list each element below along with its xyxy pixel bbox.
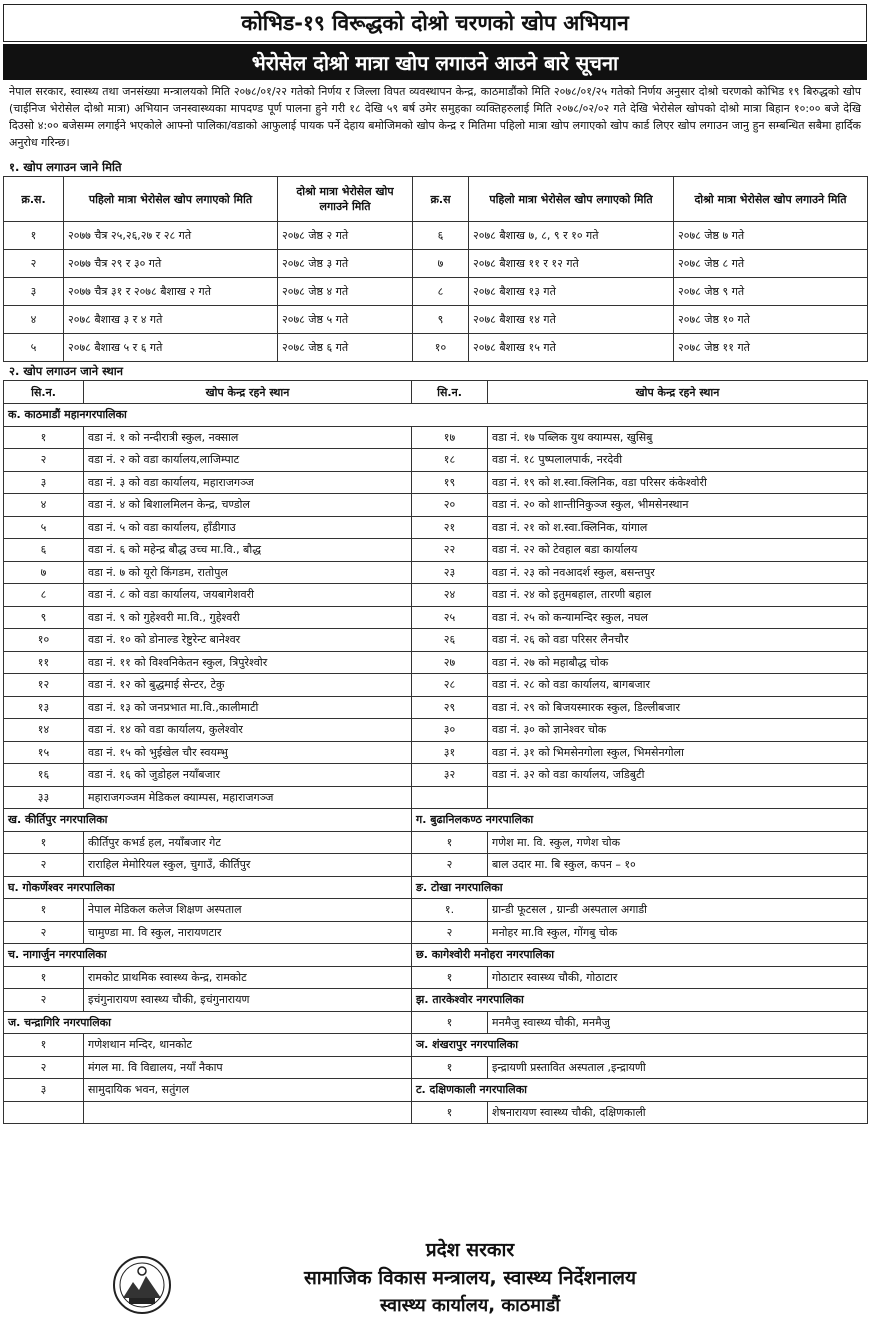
- col-sn: क्र.स: [413, 177, 469, 222]
- cell-empty: [4, 1101, 84, 1124]
- notice-page: [3, 4, 867, 1330]
- page-title: कोभिड-१९ विरूद्धको दोश्रो चरणको खोप अभियान: [3, 4, 867, 42]
- footer: [3, 1236, 867, 1330]
- footer-line-3: स्वास्थ्य कार्यालय, काठमाडौं: [380, 1295, 560, 1316]
- cell-text: कीर्तिपुर कभर्ड हल, नयाँबजार गेट: [84, 831, 412, 854]
- cell-sn: १: [412, 1011, 488, 1034]
- table-row: [4, 966, 868, 989]
- cell-text: वडा नं. १४ को वडा कार्यालय, कुलेश्वोर: [84, 719, 412, 742]
- cell-text: वडा नं. १३ को जनप्रभात मा.वि.,कालीमाटी: [84, 696, 412, 719]
- cell-text: २०७८ जेष्ठ ७ गते: [674, 222, 868, 250]
- cell-sn: १९: [412, 471, 488, 494]
- cell-sn: १: [412, 966, 488, 989]
- footer-line-2: सामाजिक विकास मन्त्रालय, स्वास्थ्य निर्देशनालय: [303, 1267, 637, 1289]
- cell-sn: १०: [413, 334, 469, 362]
- cell-sn: २: [4, 449, 84, 472]
- cell-sn: ३३: [4, 786, 84, 809]
- cell-text: २०७८ बैशाख ५ र ६ गते: [64, 334, 278, 362]
- cell-text: २०७८ जेष्ठ ६ गते: [278, 334, 413, 362]
- table-row: [4, 764, 868, 787]
- cell-text: वडा नं. ४ को बिशालमिलन केन्द्र, चण्डोल: [84, 494, 412, 517]
- cell-text: वडा नं. १६ को जुडोहल नयाँबजार: [84, 764, 412, 787]
- cell-sn: ६: [4, 539, 84, 562]
- table-row: [4, 629, 868, 652]
- cell-text: २०७८ जेष्ठ ५ गते: [278, 306, 413, 334]
- cell-location: गोठाटार स्वास्थ्य चौकी, गोठाटार: [488, 966, 868, 989]
- cell-sn: १: [4, 966, 84, 989]
- cell-sn: ३: [4, 278, 64, 306]
- group-shankharapur: ञ. शंखरापुर नगरपालिका: [412, 1034, 868, 1057]
- group-chandragiri: ज. चन्द्रागिरि नगरपालिका: [4, 1011, 412, 1034]
- cell-sn: १३: [4, 696, 84, 719]
- cell-sn: ९: [4, 606, 84, 629]
- cell-text: वडा नं. १८ पुष्पलालपार्क, नरदेवी: [488, 449, 868, 472]
- table-row: [4, 854, 868, 877]
- table-row: [4, 250, 868, 278]
- cell-sn: २८: [412, 674, 488, 697]
- cell-text: वडा नं. ८ को वडा कार्यालय, जयबागेशवरी: [84, 584, 412, 607]
- cell-text: २०७८ बैशाख १४ गते: [469, 306, 674, 334]
- cell-text: २०७८ जेष्ठ ३ गते: [278, 250, 413, 278]
- cell-sn: ८: [413, 278, 469, 306]
- cell-sn: ३०: [412, 719, 488, 742]
- cell-text: वडा नं. ३० को ज्ञानेश्वर चोक: [488, 719, 868, 742]
- cell-text: २०७८ जेष्ठ ८ गते: [674, 250, 868, 278]
- cell-sn: १: [412, 1056, 488, 1079]
- table-row: [4, 449, 868, 472]
- cell-text: वडा नं. ९ को गुहेश्वरी मा.वि., गुहेश्वरी: [84, 606, 412, 629]
- cell-sn: २९: [412, 696, 488, 719]
- table-row: [4, 989, 868, 1012]
- table-row: [4, 494, 868, 517]
- cell-sn: २: [4, 921, 84, 944]
- col-sn: सि.न.: [412, 381, 488, 404]
- cell-sn: १: [4, 222, 64, 250]
- group-row: [4, 944, 868, 967]
- table-row: [4, 539, 868, 562]
- table-row: [4, 1011, 868, 1034]
- cell-text: वडा नं. ७ को यूरो किंगडम, रातोपुल: [84, 561, 412, 584]
- cell-text: वडा नं. २३ को नवआदर्श स्कुल, बसन्तपुर: [488, 561, 868, 584]
- table-row: [4, 561, 868, 584]
- cell-text: वडा नं. ३ को वडा कार्यालय, महाराजगञ्ज: [84, 471, 412, 494]
- cell-text: चामुण्डा मा. वि स्कुल, नारायणटार: [84, 921, 412, 944]
- cell-text: वडा नं. १० को डोनाल्ड रेष्टुरेन्ट बानेश्वर: [84, 629, 412, 652]
- table-row: [4, 584, 868, 607]
- cell-text: ग्रान्डी फूटसल , ग्रान्डी अस्पताल अगाडी: [488, 899, 868, 922]
- table-row: [4, 471, 868, 494]
- table-row: [4, 516, 868, 539]
- cell-sn: २२: [412, 539, 488, 562]
- cell-text: वडा नं. २५ को कन्यामन्दिर स्कुल, नघल: [488, 606, 868, 629]
- table-row: [4, 831, 868, 854]
- cell-text: महाराजगञ्जम मेडिकल क्याम्पस, महाराजगञ्ज: [84, 786, 412, 809]
- cell-location: मनमैजु स्वास्थ्य चौकी, मनमैजु: [488, 1011, 868, 1034]
- cell-text: वडा नं. २२ को टेवहाल बडा कार्यालय: [488, 539, 868, 562]
- cell-text: वडा नं. ११ को विश्वनिकेतन स्कुल, त्रिपुरेश्वोर: [84, 651, 412, 674]
- notice-paragraph: नेपाल सरकार, स्वास्थ्य तथा जनसंख्या मन्त्रालयको मिति २०७८/०१/२२ गतेको निर्णय र जिल्ला विपत व्यवस्थापन केन्द्र, काठमाडौंको मिति २०७८/०१/२५ गतेको निर्णय अनुसार दोश्रो चरणको कोभिड १९ बिरुद्धको खोप (चाईनिज भेरोसेल दोश्रो मात्रा) अभियान जनस्वास्थ्यका मापदण्ड पूर्ण पालना हुने गरी १८ देखि ५९ बर्ष उमेर समुहका व्यक्तिहरुलाई मिति २०७८/०२/०२ गते देखि भेरोसेल खोपको दोश्रो मात्रा बिहान १०:०० बजे देखि दिउसो ४:०० बजेसम्म लगाईने भएकोले आफ्नो पालिका/वडाको आफुलाई पायक पर्ने देहाय बमोजिमको खोप केन्द्र र मितिमा पहिलो मात्रा खोप लगाएको खोप कार्ड लिएर खोप लगाउन जानु हुन सम्बन्धित सबैमा हार्दिक अनुरोध गरिन्छ।: [9, 85, 861, 149]
- cell-text: मनोहर मा.वि स्कुल, गोंगबु चोक: [488, 921, 868, 944]
- cell-empty: [84, 1101, 412, 1124]
- cell-sn: १: [412, 1101, 488, 1124]
- cell-sn: ५: [4, 516, 84, 539]
- table-row: [4, 1056, 868, 1079]
- cell-sn: [412, 786, 488, 809]
- cell-text: २०७७ चैत्र २५,२६,२७ र २८ गते: [64, 222, 278, 250]
- table-row: [4, 786, 868, 809]
- footer-line-1: प्रदेश सरकार: [425, 1239, 515, 1261]
- cell-text: वडा नं. २७ को महाबौद्ध चोक: [488, 651, 868, 674]
- cell-location: गणेशथान मन्दिर, थानकोट: [84, 1034, 412, 1057]
- nepal-emblem-icon: [111, 1254, 173, 1316]
- cell-sn: २: [412, 921, 488, 944]
- cell-sn: ८: [4, 584, 84, 607]
- cell-text: २०७८ जेष्ठ ११ गते: [674, 334, 868, 362]
- cell-text: राराहिल मेमोरियल स्कुल, चुगाउँ, कीर्तिपुर: [84, 854, 412, 877]
- group-kageshwori: छ. कागेश्वोरी मनोहरा नगरपालिका: [412, 944, 868, 967]
- cell-sn: १: [4, 831, 84, 854]
- table-row: [4, 334, 868, 362]
- cell-sn: २६: [412, 629, 488, 652]
- cell-text: वडा नं. २० को शान्तीनिकुञ्ज स्कुल, भीमसेनस्थान: [488, 494, 868, 517]
- cell-sn: ३: [4, 471, 84, 494]
- cell-sn: ५: [4, 334, 64, 362]
- col-location: खोप केन्द्र रहने स्थान: [84, 381, 412, 404]
- table-row: [4, 921, 868, 944]
- table-row: [4, 278, 868, 306]
- cell-text: वडा नं. २१ को श.स्वा.क्लिनिक, यांगाल: [488, 516, 868, 539]
- cell-text: २०७८ बैशाख ३ र ४ गते: [64, 306, 278, 334]
- table-row: [4, 222, 868, 250]
- dates-table: [3, 176, 868, 362]
- cell-sn: २१: [412, 516, 488, 539]
- cell-sn: २: [4, 250, 64, 278]
- cell-text: वडा नं. ३१ को भिमसेनगोला स्कुल, भिमसेनगोला: [488, 741, 868, 764]
- col-first-dose: पहिलो मात्रा भेरोसेल खोप लगाएको मिति: [469, 177, 674, 222]
- cell-sn: २: [4, 854, 84, 877]
- cell-sn: १: [4, 1034, 84, 1057]
- cell-text: २०७८ जेष्ठ २ गते: [278, 222, 413, 250]
- cell-location: इन्द्रायणी प्रस्तावित अस्पताल ,इन्द्रायणी: [488, 1056, 868, 1079]
- cell-sn: १५: [4, 741, 84, 764]
- cell-text: २०७८ जेष्ठ ४ गते: [278, 278, 413, 306]
- cell-sn: ३२: [412, 764, 488, 787]
- cell-text: [488, 786, 868, 809]
- group-nagarjun: च. नागार्जुन नगरपालिका: [4, 944, 412, 967]
- cell-sn: ७: [4, 561, 84, 584]
- table-row: [4, 674, 868, 697]
- table-row: [4, 741, 868, 764]
- col-second-dose: दोश्रो मात्रा भेरोसेल खोप लगाउने मिति: [674, 177, 868, 222]
- table-row: [4, 426, 868, 449]
- cell-text: वडा नं. २६ को वडा परिसर लैनचौर: [488, 629, 868, 652]
- cell-text: २०७८ जेष्ठ १० गते: [674, 306, 868, 334]
- cell-sn: १०: [4, 629, 84, 652]
- cell-sn: २: [4, 1056, 84, 1079]
- cell-sn: २: [4, 989, 84, 1012]
- table-row: [4, 1079, 868, 1102]
- cell-sn: ९: [413, 306, 469, 334]
- cell-location: सामुदायिक भवन, सतुंगल: [84, 1079, 412, 1102]
- cell-text: वडा नं. ६ को महेन्द्र बौद्ध उच्च मा.वि., बौद्ध: [84, 539, 412, 562]
- table-row: [4, 899, 868, 922]
- cell-sn: २: [412, 854, 488, 877]
- cell-text: वडा नं. १९ को श.स्वा.क्लिनिक, वडा परिसर कंकेश्वोरी: [488, 471, 868, 494]
- cell-sn: ४: [4, 306, 64, 334]
- dates-table-header: [4, 177, 868, 222]
- cell-location: रामकोट प्राथमिक स्वास्थ्य केन्द्र, रामकोट: [84, 966, 412, 989]
- cell-text: २०७७ चैत्र २९ र ३० गते: [64, 250, 278, 278]
- col-second-dose: दोश्रो मात्रा भेरोसेल खोप लगाउने मिति: [278, 177, 413, 222]
- cell-sn: १: [4, 426, 84, 449]
- cell-text: वडा नं. २८ को वडा कार्यालय, बागबजार: [488, 674, 868, 697]
- group-budhanilkantha: ग. बुढानिलकण्ठ नगरपालिका: [412, 809, 868, 832]
- cell-text: वडा नं. २ को वडा कार्यालय,लाजिम्पाट: [84, 449, 412, 472]
- cell-sn: २७: [412, 651, 488, 674]
- cell-sn: ७: [413, 250, 469, 278]
- table-row: [4, 606, 868, 629]
- cell-sn: २०: [412, 494, 488, 517]
- table-row: [4, 306, 868, 334]
- cell-location: शेषनारायण स्वास्थ्य चौकी, दक्षिणकाली: [488, 1101, 868, 1124]
- page-subtitle: भेरोसेल दोश्रो मात्रा खोप लगाउने आउने बारे सूचना: [3, 44, 867, 80]
- cell-sn: २३: [412, 561, 488, 584]
- group-kirtipur: ख. कीर्तिपुर नगरपालिका: [4, 809, 412, 832]
- locations-table-header: [4, 381, 868, 404]
- table-row: [4, 1034, 868, 1057]
- cell-text: वडा नं. २९ को बिजयस्मारक स्कुल, डिल्लीबजार: [488, 696, 868, 719]
- cell-text: वडा नं. ३२ को वडा कार्यालय, जडिबुटी: [488, 764, 868, 787]
- cell-text: वडा नं. ५ को वडा कार्यालय, हाँडीगाउ: [84, 516, 412, 539]
- cell-location: मंगल मा. वि विद्यालय, नयाँ नैकाप: [84, 1056, 412, 1079]
- cell-sn: १४: [4, 719, 84, 742]
- cell-text: नेपाल मेडिकल कलेज शिक्षण अस्पताल: [84, 899, 412, 922]
- cell-location: इचंगुनारायण स्वास्थ्य चौकी, इचंगुनारायण: [84, 989, 412, 1012]
- cell-text: वडा नं. १५ को भुईखेल चौर स्वयम्भु: [84, 741, 412, 764]
- cell-sn: २४: [412, 584, 488, 607]
- group-row: [4, 404, 868, 427]
- cell-sn: ४: [4, 494, 84, 517]
- group-gokarneshwor: घ. गोकर्णेश्वर नगरपालिका: [4, 876, 412, 899]
- cell-sn: १: [412, 831, 488, 854]
- cell-sn: १: [4, 899, 84, 922]
- cell-sn: १२: [4, 674, 84, 697]
- table-row: [4, 651, 868, 674]
- cell-text: २०७७ चैत्र ३१ र २०७८ बैशाख २ गते: [64, 278, 278, 306]
- cell-sn: १६: [4, 764, 84, 787]
- group-tarakeshwor: झ. तारकेश्वोर नगरपालिका: [412, 989, 868, 1012]
- cell-sn: १.: [412, 899, 488, 922]
- cell-text: वडा नं. १ को नन्दीरात्री स्कुल, नक्साल: [84, 426, 412, 449]
- cell-sn: ३: [4, 1079, 84, 1102]
- cell-text: २०७८ बैशाख ७, ८, ९ र १० गते: [469, 222, 674, 250]
- col-location: खोप केन्द्र रहने स्थान: [488, 381, 868, 404]
- table-row: [4, 1101, 868, 1124]
- cell-text: २०७८ जेष्ठ ९ गते: [674, 278, 868, 306]
- cell-text: २०७८ बैशाख १३ गते: [469, 278, 674, 306]
- col-sn: सि.न.: [4, 381, 84, 404]
- table-row: [4, 719, 868, 742]
- section-2-heading: २. खोप लगाउन जाने स्थान: [9, 364, 124, 378]
- locations-table: [3, 380, 868, 1124]
- cell-sn: २५: [412, 606, 488, 629]
- cell-sn: १८: [412, 449, 488, 472]
- section-1-heading: १. खोप लगाउन जाने मिति: [9, 160, 122, 174]
- cell-text: वडा नं. १७ पब्लिक युथ क्याम्पस, खुसिबु: [488, 426, 868, 449]
- cell-text: वडा नं. २४ को इतुमबहाल, तारणी बहाल: [488, 584, 868, 607]
- cell-text: बाल उदार मा. बि स्कुल, कपन – १०: [488, 854, 868, 877]
- cell-sn: ३१: [412, 741, 488, 764]
- cell-sn: ६: [413, 222, 469, 250]
- col-sn: क्र.स.: [4, 177, 64, 222]
- col-first-dose: पहिलो मात्रा भेरोसेल खोप लगाएको मिति: [64, 177, 278, 222]
- cell-text: वडा नं. १२ को बुद्धमाई सेन्टर, टेकु: [84, 674, 412, 697]
- cell-text: गणेश मा. वि. स्कुल, गणेश चोक: [488, 831, 868, 854]
- group-tokha: ङ. टोखा नगरपालिका: [412, 876, 868, 899]
- table-row: [4, 696, 868, 719]
- cell-text: २०७८ बैशाख १५ गते: [469, 334, 674, 362]
- cell-sn: ११: [4, 651, 84, 674]
- cell-text: २०७८ बैशाख ११ र १२ गते: [469, 250, 674, 278]
- cell-sn: १७: [412, 426, 488, 449]
- group-dakshinkali: ट. दक्षिणकाली नगरपालिका: [412, 1079, 868, 1102]
- group-kathmandu: क. काठमाडौं महानगरपालिका: [4, 404, 868, 427]
- group-row: [4, 809, 868, 832]
- group-row: [4, 876, 868, 899]
